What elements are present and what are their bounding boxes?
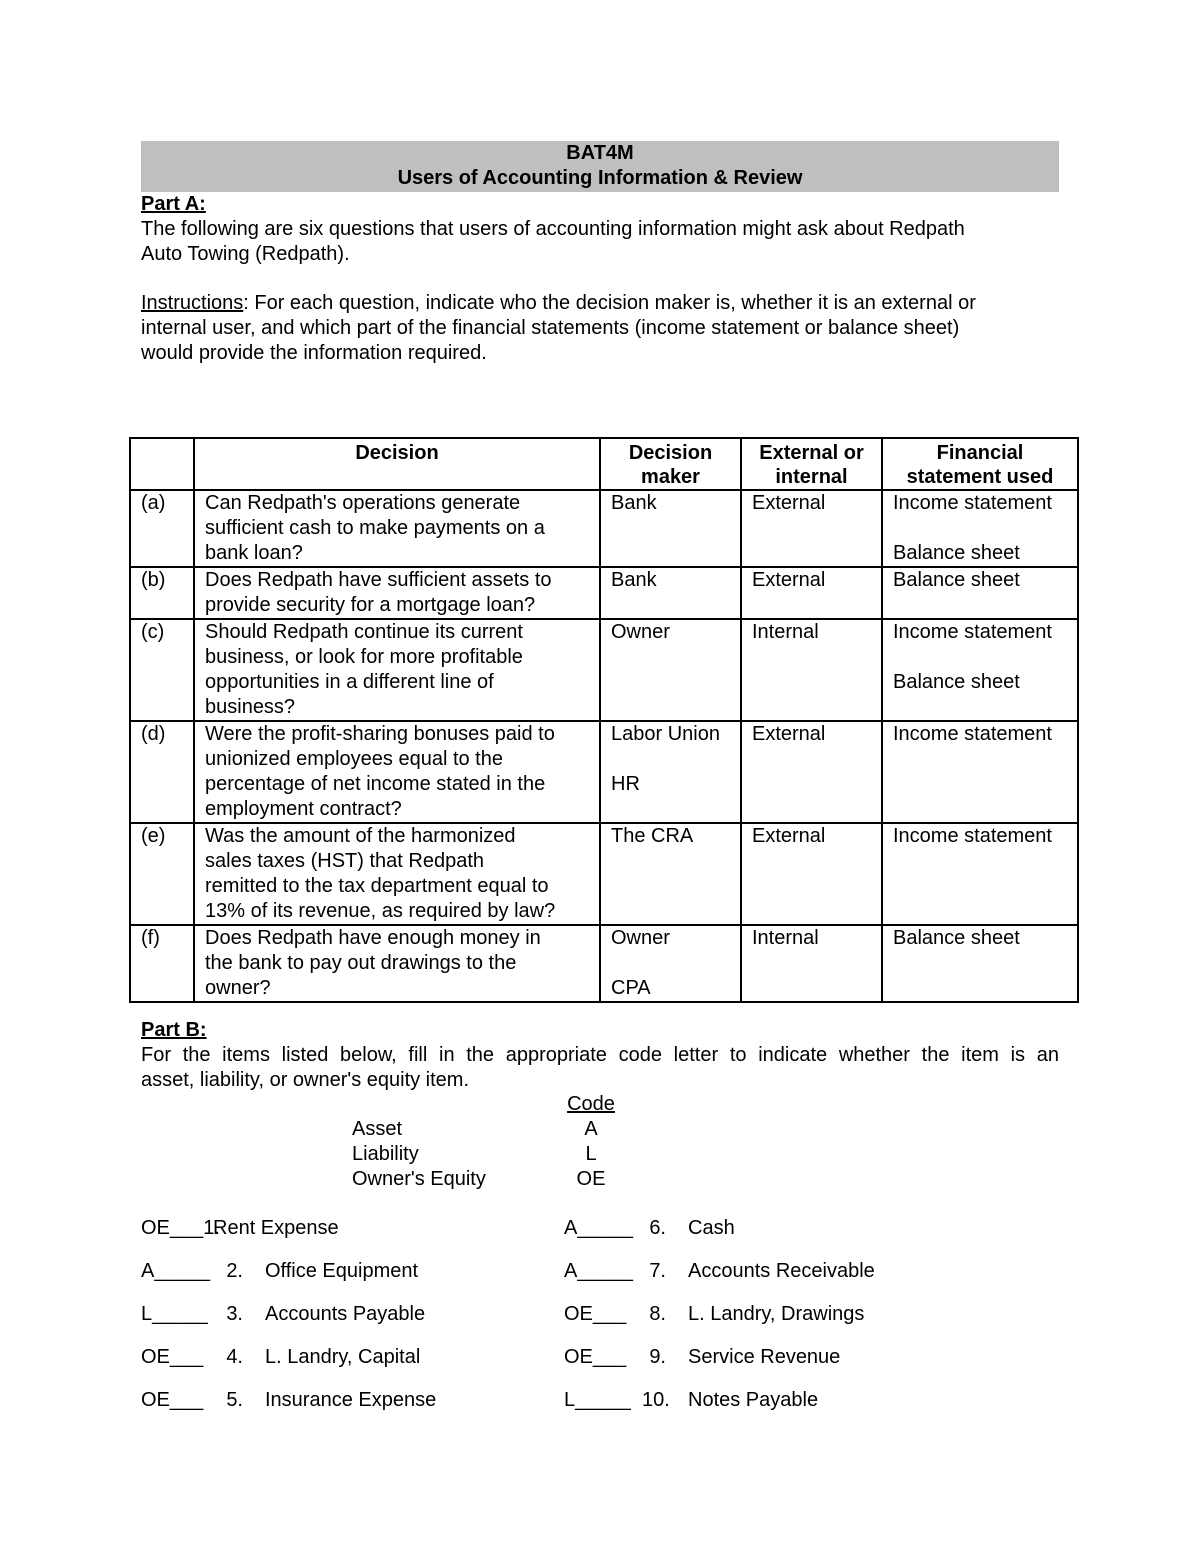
item-number: 7.: [649, 1260, 666, 1282]
part-a-heading: Part A:: [141, 193, 206, 215]
instructions-line-2: internal user, and which part of the financial statements (income statement or balance sheet): [141, 317, 960, 339]
financial-statement-cell: Income statement: [882, 823, 1078, 925]
code-label: Asset: [352, 1118, 403, 1140]
header-decision-maker: Decision maker: [600, 438, 741, 490]
part-a-intro-line-2: Auto Towing (Redpath).: [141, 243, 350, 265]
instructions-line-1: [141, 291, 1059, 316]
item-name: L. Landry, Drawings: [688, 1303, 865, 1325]
financial-statement-cell: Income statement Balance sheet: [882, 619, 1078, 721]
answer-code: OE___: [141, 1346, 204, 1368]
financial-statement-cell: Balance sheet: [882, 925, 1078, 1002]
instructions-label: Instructions: [141, 292, 244, 314]
answer-code: OE___: [564, 1303, 627, 1325]
course-code: BAT4M: [566, 142, 634, 164]
decision-maker-cell: Owner: [600, 619, 741, 721]
code-letter: OE: [576, 1168, 606, 1190]
instructions-text-1: : For each question, indicate who the decision maker is, whether it is an external or: [243, 292, 976, 314]
table-row: [130, 567, 1078, 619]
external-internal-cell: External: [741, 490, 882, 567]
item-name: Notes Payable: [688, 1389, 819, 1411]
answer-code: OE___: [564, 1346, 627, 1368]
item-name: Accounts Payable: [265, 1303, 426, 1325]
part-b-intro-line-1: For the items listed below, fill in the appropriate code letter to indicate whether the item is an: [141, 1044, 1059, 1066]
part-a-intro-line-1: The following are six questions that users of accounting information might ask about Redpath: [141, 218, 965, 240]
item-number: 8.: [649, 1303, 666, 1325]
answer-code: L_____: [564, 1389, 631, 1411]
decision-cell: Were the profit-sharing bonuses paid to unionized employees equal to the percentage of net income stated in the employment contract?: [194, 721, 600, 823]
code-label: Owner's Equity: [352, 1168, 486, 1190]
decision-cell: Was the amount of the harmonized sales taxes (HST) that Redpath remitted to the tax department equal to 13% of its revenue, as required by law?: [194, 823, 600, 925]
table-header-row: [130, 438, 1078, 490]
part-a-section: [141, 192, 1059, 366]
decision-maker-cell: Owner CPA: [600, 925, 741, 1002]
header-blank: [130, 438, 194, 490]
item-name: Accounts Receivable: [688, 1260, 875, 1282]
part-b-section: [141, 1018, 1059, 1093]
item-number: 3.: [226, 1303, 243, 1325]
decision-maker-cell: Bank: [600, 567, 741, 619]
header-financial-statement: Financial statement used: [882, 438, 1078, 490]
table-row: [130, 823, 1078, 925]
decision-table: [129, 437, 1079, 1003]
table-row: [130, 925, 1078, 1002]
table-body: [130, 490, 1078, 1002]
decision-maker-cell: Bank: [600, 490, 741, 567]
decision-cell: Should Redpath continue its current business, or look for more profitable opportunities in a different line of business?: [194, 619, 600, 721]
part-b-heading: Part B:: [141, 1019, 207, 1041]
row-letter: (b): [130, 567, 194, 619]
row-letter: (e): [130, 823, 194, 925]
row-letter: (f): [130, 925, 194, 1002]
answer-code: L_____: [141, 1303, 208, 1325]
table-row: [130, 721, 1078, 823]
header-external-internal: External or internal: [741, 438, 882, 490]
item-name: Insurance Expense: [265, 1389, 437, 1411]
answer-code: OE___: [141, 1389, 204, 1411]
table-row: [130, 490, 1078, 567]
code-letter: A: [584, 1118, 598, 1140]
row-letter: (a): [130, 490, 194, 567]
decision-maker-cell: Labor Union HR: [600, 721, 741, 823]
item-number: 5.: [226, 1389, 243, 1411]
decision-cell: Can Redpath's operations generate sufficient cash to make payments on a bank loan?: [194, 490, 600, 567]
item-name: Rent Expense: [213, 1217, 339, 1239]
instructions-line-3: would provide the information required.: [141, 342, 487, 364]
financial-statement-cell: Income statement: [882, 721, 1078, 823]
item-name: Service Revenue: [688, 1346, 841, 1368]
part-b-intro-line-2: asset, liability, or owner's equity item.: [141, 1069, 470, 1091]
item-number: 9.: [649, 1346, 666, 1368]
decision-cell: Does Redpath have enough money in the bank to pay out drawings to the owner?: [194, 925, 600, 1002]
external-internal-cell: Internal: [741, 619, 882, 721]
financial-statement-cell: Balance sheet: [882, 567, 1078, 619]
item-name: Cash: [688, 1217, 735, 1239]
item-name: L. Landry, Capital: [265, 1346, 421, 1368]
decision-maker-cell: The CRA: [600, 823, 741, 925]
external-internal-cell: External: [741, 823, 882, 925]
item-number: 10.: [642, 1389, 670, 1411]
table-row: [130, 619, 1078, 721]
external-internal-cell: External: [741, 721, 882, 823]
external-internal-cell: Internal: [741, 925, 882, 1002]
row-letter: (c): [130, 619, 194, 721]
header-decision: Decision: [194, 438, 600, 490]
item-number: 6.: [649, 1217, 666, 1239]
answer-code: A_____: [564, 1260, 633, 1282]
item-number: 4.: [226, 1346, 243, 1368]
row-letter: (d): [130, 721, 194, 823]
decision-cell: Does Redpath have sufficient assets to provide security for a mortgage loan?: [194, 567, 600, 619]
financial-statement-cell: Income statement Balance sheet: [882, 490, 1078, 567]
page-title: Users of Accounting Information & Review: [397, 167, 803, 189]
code-heading: Code: [567, 1093, 615, 1115]
code-letter: L: [585, 1143, 597, 1165]
answer-code: A_____: [141, 1260, 210, 1282]
item-name: Office Equipment: [265, 1260, 419, 1282]
item-number: 2.: [226, 1260, 243, 1282]
answer-code: A_____: [564, 1217, 633, 1239]
title-banner: [141, 141, 1059, 192]
answer-code: OE___1.: [141, 1217, 220, 1239]
code-label: Liability: [352, 1143, 419, 1165]
external-internal-cell: External: [741, 567, 882, 619]
